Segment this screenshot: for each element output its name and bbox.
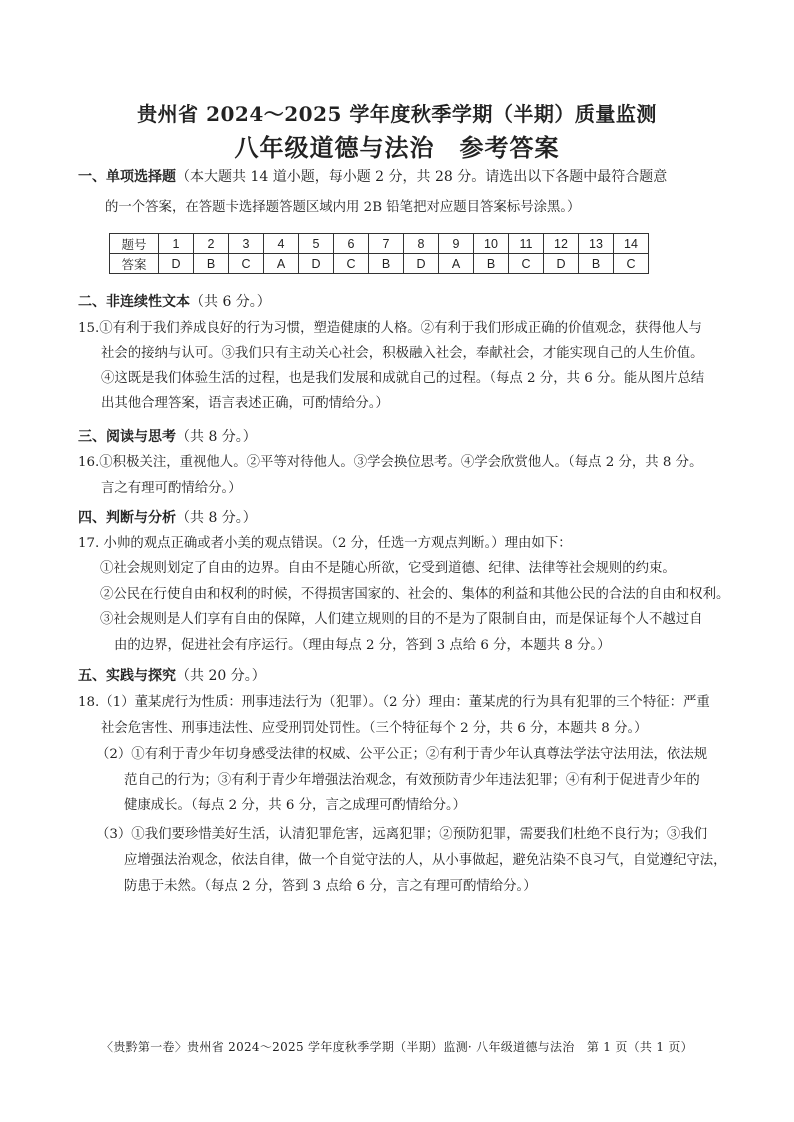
section2-line: 出其他合理答案，语言表述正确，可酌情给分。） [101,396,389,411]
document-subtitle: 八年级道德与法治 参考答案 [234,133,560,162]
answer-table-row-numbers [110,234,649,254]
section4-line: ②公民在行使自由和权利的时候，不得损害国家的、社会的、集体的利益和其他公民的合法的自由和权利。 [100,587,730,602]
section2-heading [78,291,271,311]
question-number: 7 [369,234,404,254]
section5-note: （共 20 分。） [176,668,266,684]
section2-line: ④这既是我们体验生活的过程，也是我们发展和成就自己的过程。（每点 2 分，共 6 分。能从图片总结 [101,371,705,386]
section5-line: 范自己的行为；③有利于青少年增强法治观念，有效预防青少年违法犯罪；④有利于促进青少年的 [124,773,700,788]
section4-heading [78,507,257,527]
question-number: 6 [334,234,369,254]
section2-line: 社会的接纳与认可。③我们只有主动关心社会，积极融入社会，奉献社会，才能实现自己的人生价值。 [101,346,704,361]
answer-cell: B [194,254,229,274]
section4-note: （共 8 分。） [176,510,257,526]
answer-cell: D [404,254,439,274]
answer-cell: B [474,254,509,274]
section1-note-cont: 的一个答案，在答题卡选择题答题区域内用 2B 铅笔把对应题目答案标号涂黑。） [105,200,581,215]
section3-line: 言之有理可酌情给分。） [101,481,242,496]
section5-heading [78,665,266,685]
section4-line: ①社会规则划定了自由的边界。自由不是随心所欲，它受到道德、纪律、法律等社会规则的约束。 [100,561,676,576]
section3-line: 16.①积极关注，重视他人。②平等对待他人。③学会换位思考。④学会欣赏他人。（每点 2 分，共 8 分。 [78,455,703,470]
answer-cell: C [229,254,264,274]
section5-line: 防患于未然。（每点 2 分，答到 3 点给 6 分，言之有理可酌情给分。） [124,879,537,894]
section4-line: ③社会规则是人们享有自由的保障，人们建立规则的目的不是为了限制自由，而是保证每个人不越过自 [100,612,703,627]
section5-line: （2）①有利于青少年切身感受法律的权威、公平公正；②有利于青少年认真尊法学法守法用法，依法规 [96,747,708,762]
answer-cell: C [334,254,369,274]
section2-note: （共 6 分。） [190,294,271,310]
question-number: 10 [474,234,509,254]
section5-line: 社会危害性、刑事违法性、应受刑罚处罚性。（三个特征每个 2 分，共 6 分，本题共 8 分。） [101,721,648,736]
section4-title: 四、判断与分析 [78,510,176,526]
document-title: 贵州省 2024～2025 学年度秋季学期（半期）质量监测 [137,102,657,126]
section2-line: 15.①有利于我们养成良好的行为习惯，塑造健康的人格。②有利于我们形成正确的价值观念，获得他人与 [78,321,702,336]
answer-cell: C [614,254,649,274]
question-number: 5 [299,234,334,254]
table-header-answer: 答案 [110,254,159,274]
answer-cell: B [369,254,404,274]
question-number: 2 [194,234,229,254]
answer-table-row-answers [110,254,649,274]
question-number: 12 [544,234,579,254]
section3-note: （共 8 分。） [176,429,257,445]
answer-table [109,233,649,274]
section1-heading [78,166,667,186]
section5-line: 健康成长。（每点 2 分，共 6 分，言之成理可酌情给分。） [124,798,467,813]
section4-line: 17. 小帅的观点正确或者小美的观点错误。（2 分，任选一方观点判断。）理由如下： [78,536,572,551]
section5-line: 应增强法治观念，依法自律，做一个自觉守法的人，从小事做起，避免沾染不良习气，自觉遵纪守法， [124,853,727,868]
question-number: 1 [159,234,194,254]
page-footer: 〈贵黔第一卷〉贵州省 2024～2025 学年度秋季学期（半期）监测· 八年级道德与法治 第 1 页（共 1 页） [101,1040,693,1054]
section5-line: （3）①我们要珍惜美好生活，认清犯罪危害，远离犯罪；②预防犯罪，需要我们杜绝不良行为；③我们 [96,827,708,842]
section5-title: 五、实践与探究 [78,668,176,684]
answer-cell: A [264,254,299,274]
answer-cell: C [509,254,544,274]
answer-cell: D [544,254,579,274]
section3-heading [78,426,257,446]
question-number: 3 [229,234,264,254]
answer-cell: A [439,254,474,274]
answer-cell: B [579,254,614,274]
question-number: 11 [509,234,544,254]
section2-title: 二、非连续性文本 [78,294,190,310]
section1-note: （本大题共 14 道小题，每小题 2 分，共 28 分。请选出以下各题中最符合题意 [176,169,668,185]
answer-cell: D [299,254,334,274]
table-header-number: 题号 [110,234,159,254]
section5-line: 18.（1）董某虎行为性质：刑事违法行为（犯罪）。（2 分）理由：董某虎的行为具有犯罪的三个特征：严重 [78,695,710,710]
section4-line: 由的边界，促进社会有序运行。（理由每点 2 分，答到 3 点给 6 分，本题共 8 分。） [114,638,611,653]
answer-cell: D [159,254,194,274]
question-number: 14 [614,234,649,254]
question-number: 13 [579,234,614,254]
question-number: 4 [264,234,299,254]
question-number: 8 [404,234,439,254]
section1-title: 一、单项选择题 [78,169,176,185]
section3-title: 三、阅读与思考 [78,429,176,445]
question-number: 9 [439,234,474,254]
